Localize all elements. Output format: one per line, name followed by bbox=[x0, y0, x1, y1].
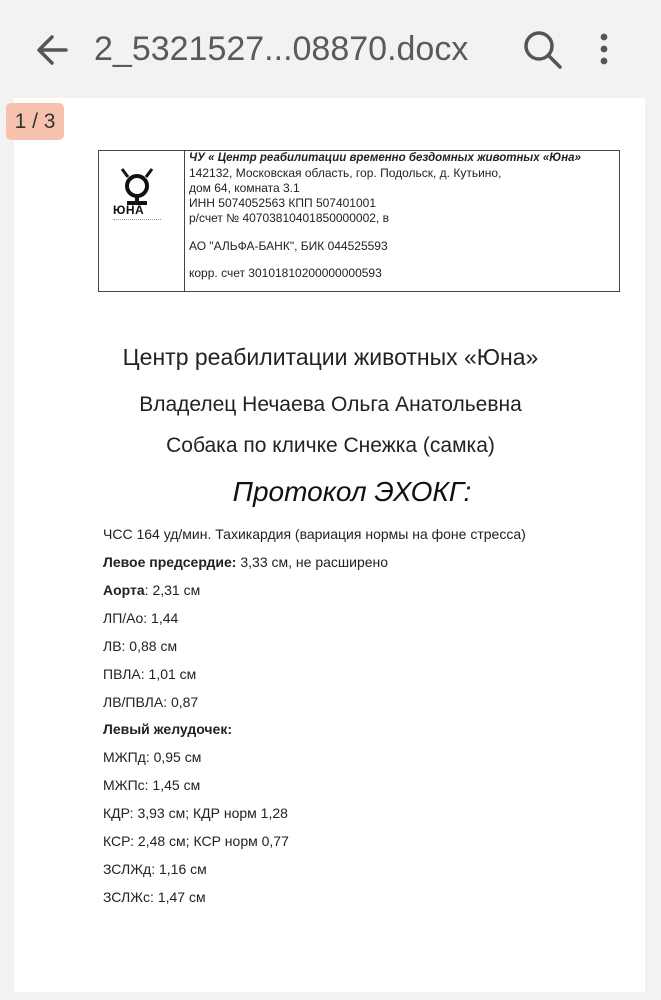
measurement-row: ЧСС 164 уд/мин. Тахикардия (вариация нормы на фоне стресса) bbox=[103, 526, 526, 542]
address-line-2: дом 64, комната 3.1 bbox=[189, 181, 300, 195]
measurement-row: ПВЛА: 1,01 см bbox=[103, 666, 197, 682]
back-button[interactable] bbox=[30, 28, 74, 72]
logo-text: ЮНА bbox=[113, 203, 145, 217]
measurement-row: Левый желудочек: bbox=[103, 721, 233, 737]
app-bar bbox=[0, 0, 661, 98]
search-icon bbox=[519, 26, 567, 74]
owner-line: Владелец Нечаева Ольга Анатольевна bbox=[139, 393, 522, 416]
letterhead bbox=[98, 150, 620, 292]
search-button[interactable] bbox=[519, 26, 567, 74]
document-title: 2_5321527...08870.docx bbox=[94, 30, 469, 68]
logo-cell bbox=[99, 151, 185, 291]
measurement-row: КДР: 3,93 см; КДР норм 1,28 bbox=[103, 805, 288, 821]
more-vert-icon bbox=[588, 28, 620, 72]
measurement-row: Левое предсердие: 3,33 см, не расширено bbox=[103, 554, 389, 570]
measurement-row: ЛВ: 0,88 см bbox=[103, 638, 178, 654]
measurement-row: МЖПс: 1,45 см bbox=[103, 777, 201, 793]
measurement-row: Аорта: 2,31 см bbox=[103, 582, 201, 598]
measurement-row: МЖПд: 0,95 см bbox=[103, 749, 202, 765]
measurement-row: КСР: 2,48 см; КСР норм 0,77 bbox=[103, 833, 289, 849]
arrow-left-icon bbox=[30, 28, 74, 72]
protocol-title: Протокол ЭХОКГ: bbox=[232, 476, 472, 507]
page-indicator: 1 / 3 bbox=[6, 103, 64, 140]
measurement-row: ЗСЛЖд: 1,16 см bbox=[103, 861, 207, 877]
measurement-row: ЗСЛЖс: 1,47 см bbox=[103, 889, 206, 905]
measurement-row: ЛВ/ПВЛА: 0,87 bbox=[103, 694, 199, 710]
address-line-1: 142132, Московская область, гор. Подольск, д. Кутьино, bbox=[189, 166, 502, 180]
measurement-row: ЛП/Ао: 1,44 bbox=[103, 610, 179, 626]
inn-kpp-line: ИНН 5074052563 КПП 507401001 bbox=[189, 196, 377, 210]
account-line: р/счет № 40703810401850000002, в bbox=[189, 211, 389, 225]
more-options-button[interactable] bbox=[588, 28, 620, 72]
logo-subtext bbox=[113, 219, 161, 234]
organization-name: ЧУ « Центр реабилитации временно бездомных животных «Юна» bbox=[189, 152, 581, 164]
pet-line: Собака по кличке Снежка (самка) bbox=[166, 434, 495, 457]
clinic-heading: Центр реабилитации животных «Юна» bbox=[122, 344, 539, 370]
bank-line: АО "АЛЬФА-БАНК", БИК 044525593 bbox=[189, 239, 388, 253]
corr-account-line: корр. счет 30101810200000000593 bbox=[189, 266, 382, 280]
